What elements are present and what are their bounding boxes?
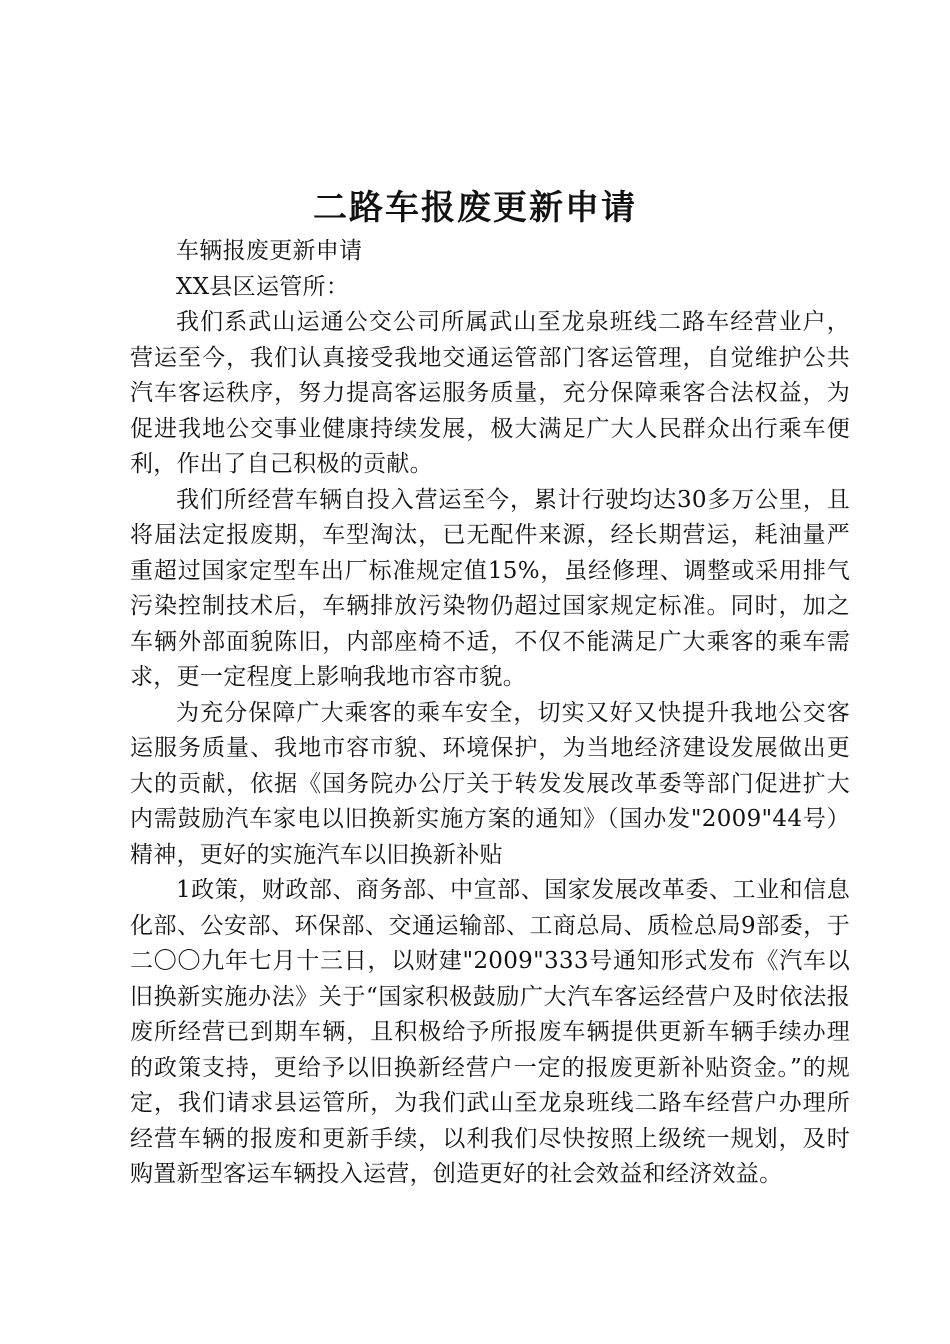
paragraph-subject: 车辆报废更新申请: [176, 238, 363, 264]
paragraph-policy-basis: 为充分保障广大乘客的乘车安全，切实又好又快提升我地公交客运服务质量、我地市容市貌、环境保护，为当地经济建设发展做出更大的贡献，依据《国务院办公厅关于转发发展改革委等部门促进扩大内需鼓励汽车家电以旧换新实施方案的通知》（国办发"2009"44号）精神，更好的实施汽车以旧换新补贴: [130, 699, 850, 868]
paragraph-addressee: XX县区运管所：: [176, 273, 350, 300]
paragraph-vehicle-condition: 我们所经营车辆自投入营运至今，累计行驶均达30多万公里，且将届法定报废期，车型淘汰，已无配件来源，经长期营运，耗油量严重超过国家定型车出厂标准规定值15%，虽经修理、调整或采用排气污染控制技术后，车辆排放污染物仍超过国家规定标准。同时，加之车辆外部面貌陈旧，内部座椅不适，不仅不能满足广大乘客的乘车需求，更一定程度上影响我地市容市貌。: [130, 486, 850, 690]
paragraph-request: 1政策，财政部、商务部、中宣部、国家发展改革委、工业和信息化部、公安部、环保部、交通运输部、工商总局、质检总局9部委，于二〇〇九年七月十三日，以财建"2009"333号通知形式发布《汽车以旧换新实施办法》关于“国家积极鼓励广大汽车客运经营户及时依法报废所经营已到期车辆，且积极给予所报废车辆提供更新车辆手续办理的政策支持，更给予以旧换新经营户一定的报废更新补贴资金。”的规定，我们请求县运管所，为我们武山至龙泉班线二路车经营户办理所经营车辆的报废和更新手续，以利我们尽快按照上级统一规划，及时购置新型客运车辆投入运营，创造更好的社会效益和经济效益。: [130, 877, 850, 1187]
document-body: [130, 234, 850, 1193]
paragraph-introduction: 我们系武山运通公交公司所属武山至龙泉班线二路车经营业户，营运至今，我们认真接受我地交通运管部门客运管理，自觉维护公共汽车客运秩序，努力提高客运服务质量，充分保障乘客合法权益，为促进我地公交事业健康持续发展，极大满足广大人民群众出行乘车便利，作出了自己积极的贡献。: [130, 309, 850, 477]
document-title: 二路车报废更新申请: [313, 188, 637, 228]
